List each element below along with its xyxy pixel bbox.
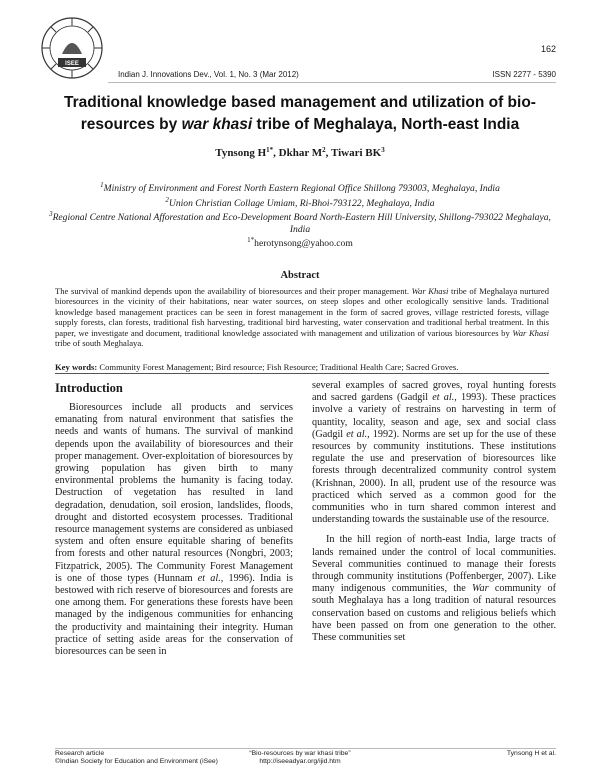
affiliation bbox=[40, 180, 560, 195]
email-text[interactable]: herotynsong@yahoo.com bbox=[254, 238, 353, 250]
intro-italic: et al., bbox=[432, 392, 457, 404]
affiliation-sup: 2 bbox=[165, 195, 169, 204]
keywords-label: Key words: bbox=[55, 362, 98, 372]
page-number: 162 bbox=[540, 44, 556, 54]
affiliation bbox=[40, 209, 560, 235]
affiliation-text: Regional Centre National Afforestation and Eco-Development Board North-Eastern Hill University, Shillong-793022 Meghalaya, India bbox=[52, 212, 551, 235]
abstract-text-2: tribe of Meghalaya nurtured bioresources in the vicinity of their habitations, near water sources, on steep slopes and other ecologically sensitive lands. Traditional knowledge based management practices can be seen in forest management in the form of sacred groves, village restricted forests, village supply forests, clan forests, traditional fish harvesting, traditional bird harvesting, water conservation and traditional herbal treatment. In this paper, we investigate and document, traditional knowledge associated with management and utilization of various bioresources by bbox=[55, 286, 550, 338]
corresponding-email bbox=[40, 235, 560, 250]
journal-logo-icon bbox=[38, 14, 106, 82]
intro-italic: et al., bbox=[197, 572, 224, 584]
intro-italic: War bbox=[471, 583, 489, 595]
body-column-left bbox=[55, 380, 293, 658]
author-sup: 3 bbox=[381, 146, 385, 154]
title-italic: war khasi bbox=[181, 116, 253, 133]
journal-url[interactable]: http://iseeadyar.org/ijid.htm bbox=[259, 758, 341, 765]
article-type: Research article bbox=[55, 750, 105, 757]
intro-text: In the hill region of north-east India, large tracts of lands remained under the control of local communities. Several communities continued to manage their forests through community institutions (Poffenberger, 2007). Like many indigenous communities, the bbox=[312, 534, 556, 595]
author-list: Tynsong $H^{1*}$, Dkhar $M^2$, Tiwari $BK^3$ bbox=[215, 146, 385, 159]
intro-paragraph bbox=[55, 402, 293, 658]
intro-italic: et al., bbox=[346, 428, 370, 440]
intro-paragraph bbox=[312, 380, 556, 526]
author-name: Dkhar M bbox=[278, 147, 323, 159]
paper-title bbox=[50, 92, 550, 136]
footer-left bbox=[55, 750, 218, 766]
logo-text: ISEE bbox=[65, 61, 79, 67]
author-sup: 2 bbox=[322, 146, 326, 154]
intro-text: 1996). India is bestowed with rich reserve of bioresources and forests are one among them. For generations these forests have been managed by the indigenous communities for enhancing the productivity and maintaining their integrity. Human practice of setting aside areas for the conservation of bioresources can be seen in bbox=[55, 572, 293, 658]
intro-paragraph bbox=[312, 534, 556, 644]
affiliation-text: Ministry of Environment and Forest North Eastern Regional Office Shillong 793003, Meghalaya, India bbox=[103, 183, 500, 194]
issn: ISSN 2277 - 5390 bbox=[492, 70, 556, 79]
author-name: Tiwari BK bbox=[330, 147, 382, 159]
intro-text: 1993). These practices involve a variety of restrains on harvesting in term of quantity, locality, season and age, sex and social class (Gadgil bbox=[312, 392, 557, 440]
abstract-heading: Abstract bbox=[280, 270, 320, 281]
affiliation-text: Union Christian Collage Umiam, Ri-Bhoi-793122, Meghalaya, India bbox=[168, 197, 435, 209]
intro-text: Bioresources include all products and services emanating from natural environment that satisfies the needs and wants of humans. The survival of mankind depends upon the availability of bioresources and their proper management. Over-exploitation of bioresources by growing population has given birth to many environmental problems the humanity is facing today. Destruction of vegetation has resulted in land degradation, denudation, soil erosion, landslides, floods, drought and distorted ecosystem processes. Traditional resource management systems are considered as unbiased system and often ensure equitable sharing of benefits from forests and other natural resources (Nongbri, 2003; Fitzpatrick, 2005). The Community Forest Management is one of those types (Hunnam bbox=[55, 402, 293, 584]
keywords-text: Community Forest Management; Bird resource; Fish Resource; Traditional Health Care; Sacred Groves. bbox=[97, 362, 459, 372]
footer-rule bbox=[55, 748, 556, 749]
journal-citation: Indian J. Innovations Dev., Vol. 1, No. 3 (Mar 2012) bbox=[118, 70, 299, 79]
copyright: ©Indian Society for Education and Environment (iSee) bbox=[55, 758, 218, 765]
title-part-2: tribe of Meghalaya, North-east India bbox=[252, 116, 520, 133]
abstract-text-1: The survival of mankind depends upon the availability of bioresources and their proper management. bbox=[55, 286, 412, 296]
affiliation-sup: 3 bbox=[49, 210, 53, 219]
email-sup: 1* bbox=[247, 236, 255, 245]
keywords bbox=[55, 362, 549, 372]
abstract-body bbox=[55, 286, 549, 348]
intro-text: several examples of sacred groves, royal hunting forests and sacred gardens (Gadgil bbox=[312, 380, 556, 404]
abstract-italic-2: War Khasi bbox=[512, 327, 550, 338]
abstract-italic-1: War Khasi bbox=[411, 286, 449, 296]
affiliation-sup: 1 bbox=[100, 181, 104, 189]
footer-center bbox=[200, 750, 400, 766]
affiliation bbox=[40, 195, 560, 210]
footer-author: Tynsong H et al. bbox=[506, 750, 556, 757]
intro-text: community of south Meghalaya has a long tradition of natural resources conservation based on customs and religious beliefs which have been passed on from one generation to the other. These communities set bbox=[312, 583, 556, 644]
running-title: “Bio-resources by war khasi tribe” bbox=[249, 750, 351, 757]
introduction-heading: Introduction bbox=[55, 381, 123, 395]
author-name: Tynsong H bbox=[215, 147, 267, 159]
affiliations bbox=[40, 180, 560, 250]
header-rule bbox=[108, 82, 556, 83]
keywords-rule bbox=[55, 373, 549, 374]
author-sup: 1* bbox=[266, 146, 274, 154]
abstract-text-3: tribe of south Meghalaya. bbox=[55, 338, 144, 349]
title-part-1: Traditional knowledge based management and utilization of bio-resources by bbox=[64, 94, 536, 133]
intro-text: 1992). Norms are set up for the use of these resources by community institutions. These institutions regulate the use and preservation of bioresources like forests through decentralized community control system (Krishnan, 2000). In all, prudent use of the resource was practiced which served as a common good for the communities who in turn shared common interest and understanding towards the sustainable use of the resource. bbox=[312, 428, 557, 526]
body-column-right bbox=[312, 380, 556, 644]
